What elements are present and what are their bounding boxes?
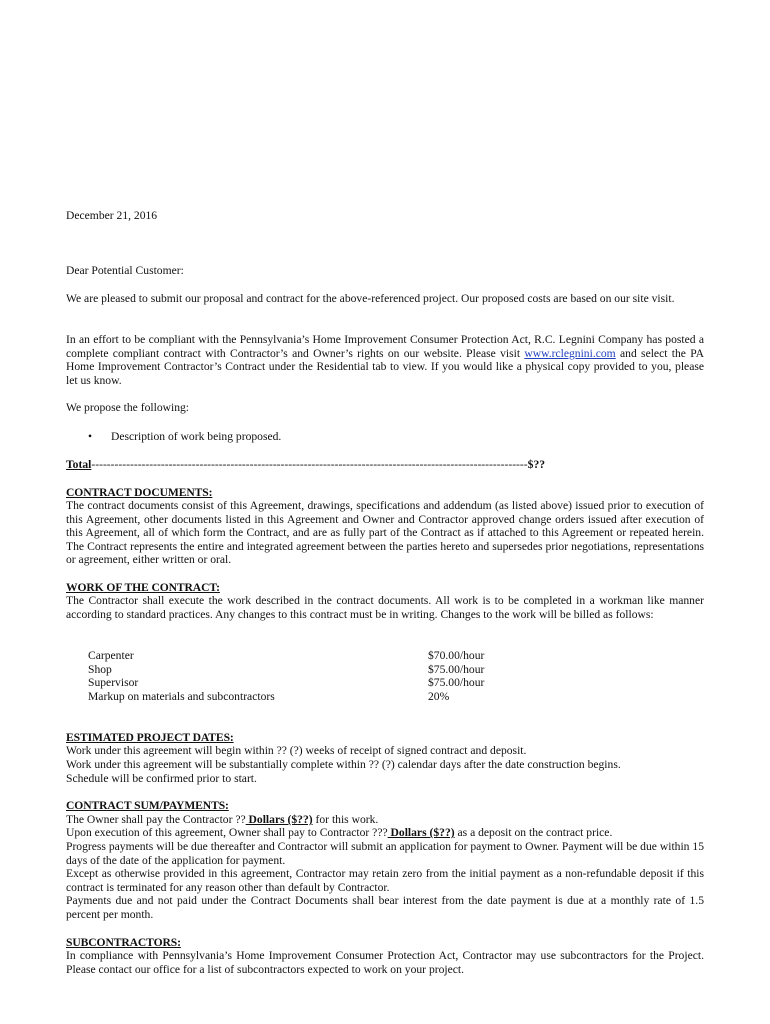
rate-value: $75.00/hour	[428, 663, 485, 676]
intro-paragraph: We are pleased to submit our proposal and contract for the above-referenced project. Our proposed costs are based on our site visit.	[66, 292, 675, 305]
retainage-paragraph: Except as otherwise provided in this agreement, Contractor may retain zero from the initial payment as a non-refundable deposit if this contract is terminated for any reason other than default by Contractor.	[66, 867, 704, 894]
rate-item: Supervisor	[88, 676, 139, 689]
bullet-item-work-description: Description of work being proposed.	[111, 430, 282, 443]
deposit-text: Upon execution of this agreement, Owner shall pay to Contractor ???	[66, 826, 388, 839]
progress-payments-paragraph: Progress payments will be due thereafter and Contractor will submit an application for payment to Owner. Payment will be due within 15 days of the date of the application for payment.	[66, 840, 704, 867]
bullet-dot: •	[88, 430, 93, 443]
subcontractors-body: In compliance with Pennsylvania’s Home Improvement Consumer Protection Act, Contractor may use subcontractors for the Project. Please contact our office for a list of subcontractors expected to work on your project.	[66, 949, 704, 976]
estimated-dates-complete: Work under this agreement will be substantially complete within ?? (?) calendar days after the date construction begins.	[66, 758, 621, 771]
website-link[interactable]: www.rclegnini.com	[524, 346, 616, 360]
contract-documents-heading: CONTRACT DOCUMENTS:	[66, 486, 213, 499]
contract-documents-body: The contract documents consist of this Agreement, drawings, specifications and addendum (as listed above) issued prior to execution of this Agreement, other documents listed in this Agreement and Owner and Contractor approved change orders issued after execution of this Agreement, all of which form the Contract, and are as fully part of the Contract as if attached to this Agreement or repeated herein. The Contract represents the entire and integrated agreement between the parties hereto and supersedes prior negotiations, representations or agreement, either written or oral.	[66, 499, 704, 567]
deposit-line	[66, 826, 704, 840]
subcontractors-heading: SUBCONTRACTORS:	[66, 936, 181, 949]
rate-item: Shop	[88, 663, 112, 676]
work-of-contract-body: The Contractor shall execute the work described in the contract documents. All work is to be completed in a workman like manner according to standard practices. Any changes to this contract must be in writing. Changes to the work will be billed as follows:	[66, 594, 704, 621]
rate-item: Carpenter	[88, 649, 134, 662]
estimated-dates-schedule: Schedule will be confirmed prior to start.	[66, 772, 257, 785]
estimated-dates-heading: ESTIMATED PROJECT DATES:	[66, 731, 234, 744]
deposit-amount: Dollars ($??)	[387, 826, 455, 839]
compliance-paragraph	[66, 333, 704, 387]
letter-date: December 21, 2016	[66, 209, 158, 222]
total-label: Total	[66, 458, 92, 471]
rate-value: 20%	[428, 690, 450, 703]
deposit-text-end: as a deposit on the contract price.	[454, 826, 613, 839]
compliance-text-end: and select the PA Home Improvement Contractor’s Contract under the Residential tab to view. If you would like a physical copy provided to you, please let us know.	[66, 346, 704, 387]
propose-line: We propose the following:	[66, 401, 190, 414]
estimated-dates-start: Work under this agreement will begin within ?? (?) weeks of receipt of signed contract and deposit.	[66, 744, 527, 757]
total-line	[66, 458, 704, 472]
rate-value: $70.00/hour	[428, 649, 485, 662]
compliance-text-start: In an effort to be compliant with the Pennsylvania’s Home Improvement Consumer Protection Act, R.C. Legnini Company has posted a complete compliant contract with Contractor’s and Owner’s rights on our website. Please visit	[66, 333, 704, 360]
total-leader-dashes: -----------------------------------------------------------------------------------------------------------------	[91, 458, 528, 471]
interest-paragraph: Payments due and not paid under the Contract Documents shall bear interest from the date payment is due at a monthly rate of 1.5 percent per month.	[66, 894, 704, 921]
work-of-contract-heading: WORK OF THE CONTRACT:	[66, 581, 220, 594]
total-value: $??	[527, 458, 546, 471]
rate-value: $75.00/hour	[428, 676, 485, 689]
contract-sum-text: The Owner shall pay the Contractor ??	[66, 813, 246, 826]
salutation: Dear Potential Customer:	[66, 264, 184, 277]
contract-sum-line	[66, 813, 704, 827]
contract-sum-text-end: for this work.	[312, 813, 379, 826]
contract-sum-heading: CONTRACT SUM/PAYMENTS:	[66, 799, 229, 812]
rate-item: Markup on materials and subcontractors	[88, 690, 275, 703]
contract-sum-amount: Dollars ($??)	[245, 813, 313, 826]
